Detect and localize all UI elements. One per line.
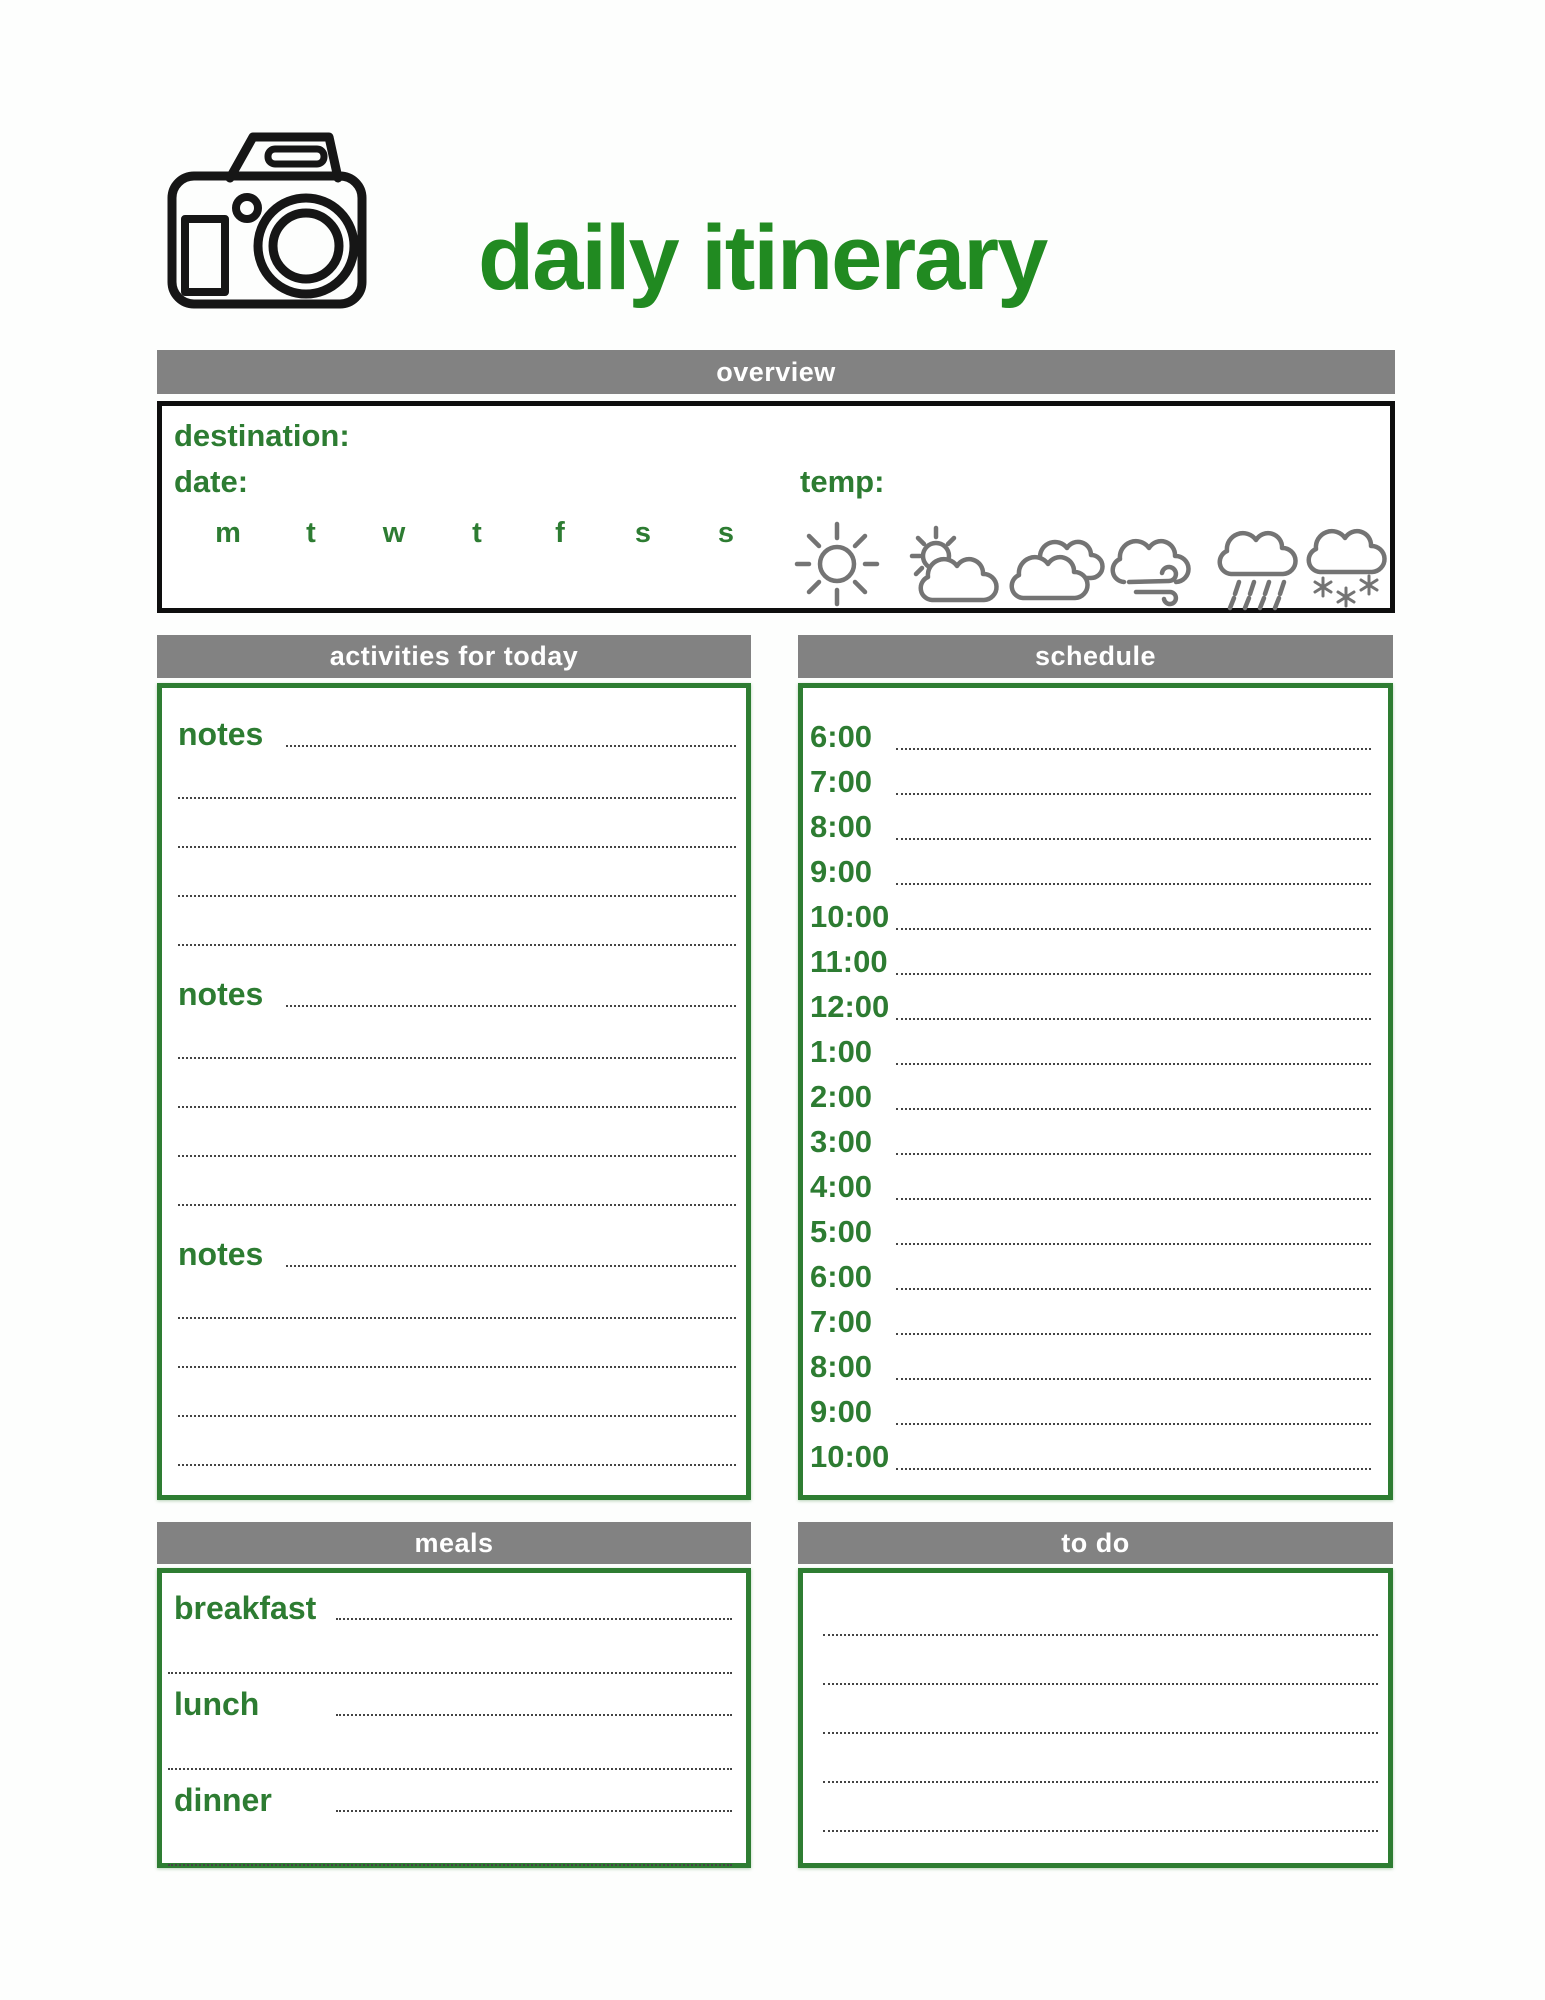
schedule-section-bar: [798, 635, 1393, 678]
writing-line: [168, 1624, 732, 1674]
schedule-row: [810, 1434, 1371, 1479]
schedule-row: [810, 1209, 1371, 1254]
day-friday: [540, 518, 580, 548]
day-letter: s: [717, 517, 735, 549]
overview-section-bar: [157, 350, 1395, 394]
schedule-section-label: schedule: [1034, 641, 1157, 671]
writing-line: [286, 1005, 736, 1007]
writing-line: [896, 883, 1371, 885]
writing-line: [178, 1010, 736, 1059]
day-saturday: [623, 518, 663, 548]
lunch-row: [168, 1674, 732, 1720]
time-label: 11:00: [810, 944, 888, 979]
time-label: 6:00: [810, 719, 873, 754]
time-label: 6:00: [810, 1259, 873, 1294]
writing-line: [823, 1587, 1378, 1636]
writing-line: [896, 1198, 1371, 1200]
writing-line: [896, 1243, 1371, 1245]
todo-section-bar: [798, 1522, 1393, 1564]
schedule-row: [810, 1254, 1371, 1299]
notes-section: [178, 970, 736, 1206]
writing-line: [178, 1108, 736, 1157]
notes-section: [178, 710, 736, 946]
breakfast-label: breakfast: [174, 1590, 317, 1626]
writing-line: [896, 1153, 1371, 1155]
writing-line: [896, 1108, 1371, 1110]
writing-line: [896, 973, 1371, 975]
day-letter: t: [472, 517, 482, 549]
date-label: date:: [174, 464, 249, 499]
time-label: 7:00: [810, 764, 873, 799]
writing-line: [896, 1468, 1371, 1470]
writing-line: [896, 793, 1371, 795]
notes-label: notes: [178, 1236, 264, 1272]
schedule-row: [810, 1344, 1371, 1389]
day-wednesday: [374, 518, 414, 548]
writing-line: [168, 1720, 732, 1770]
meals-panel: [157, 1568, 751, 1868]
schedule-row: [810, 1119, 1371, 1164]
schedule-row: [810, 714, 1371, 759]
writing-line: [178, 897, 736, 946]
time-label: 10:00: [810, 1439, 890, 1474]
writing-line: [823, 1783, 1378, 1832]
time-label: 12:00: [810, 989, 890, 1024]
time-label: 9:00: [810, 854, 873, 889]
time-label: 9:00: [810, 1394, 873, 1429]
day-letter: t: [306, 517, 316, 549]
day-sunday: [706, 518, 746, 548]
schedule-row: [810, 1299, 1371, 1344]
time-label: 7:00: [810, 1304, 873, 1339]
day-tuesday: [291, 518, 331, 548]
time-label: 8:00: [810, 809, 873, 844]
dinner-row: [168, 1770, 732, 1816]
day-monday: [208, 518, 248, 548]
writing-line: [178, 799, 736, 848]
notes-label: notes: [178, 976, 264, 1012]
day-letter: w: [382, 517, 406, 549]
writing-line: [178, 1270, 736, 1319]
todo-panel: [798, 1568, 1393, 1868]
writing-line: [896, 1063, 1371, 1065]
day-letter: f: [555, 517, 565, 549]
temp-label: temp:: [800, 464, 885, 499]
schedule-row: [810, 804, 1371, 849]
activities-section-label: activities for today: [329, 641, 579, 671]
lunch-label: lunch: [174, 1686, 260, 1722]
meals-section-label: meals: [414, 1527, 494, 1558]
writing-line: [896, 1288, 1371, 1290]
schedule-panel: [798, 683, 1393, 1500]
meals-section-bar: [157, 1522, 751, 1564]
writing-line: [286, 1265, 736, 1267]
partly-cloudy-icon: [900, 516, 1000, 612]
dinner-label: dinner: [174, 1782, 272, 1818]
schedule-row: [810, 894, 1371, 939]
windy-icon: [1100, 516, 1200, 612]
writing-line: [896, 748, 1371, 750]
schedule-row: [810, 849, 1371, 894]
time-label: 1:00: [810, 1034, 873, 1069]
writing-line: [336, 1714, 732, 1716]
schedule-row: [810, 984, 1371, 1029]
writing-line: [336, 1618, 732, 1620]
writing-line: [823, 1734, 1378, 1783]
time-label: 10:00: [810, 899, 890, 934]
day-thursday: [457, 518, 497, 548]
schedule-row: [810, 1074, 1371, 1119]
writing-line: [896, 1018, 1371, 1020]
writing-line: [823, 1685, 1378, 1734]
activities-panel: [157, 683, 751, 1500]
schedule-row: [810, 759, 1371, 804]
rainy-icon: [1207, 516, 1307, 612]
time-label: 5:00: [810, 1214, 873, 1249]
schedule-row: [810, 939, 1371, 984]
activities-section-bar: [157, 635, 751, 678]
time-label: 3:00: [810, 1124, 873, 1159]
writing-line: [178, 1368, 736, 1417]
notes-section: [178, 1230, 736, 1466]
notes-label-row: [178, 710, 736, 750]
overview-section-label: overview: [716, 356, 836, 387]
snowy-icon: [1296, 516, 1396, 612]
sunny-icon: [789, 516, 885, 612]
writing-line: [178, 1319, 736, 1368]
time-label: 8:00: [810, 1349, 873, 1384]
writing-line: [178, 1157, 736, 1206]
destination-label: destination:: [174, 418, 350, 453]
notes-label-row: [178, 1230, 736, 1270]
time-label: 2:00: [810, 1079, 873, 1114]
day-letter: s: [634, 517, 652, 549]
schedule-row: [810, 1389, 1371, 1434]
schedule-row: [810, 1164, 1371, 1209]
writing-line: [896, 1423, 1371, 1425]
schedule-row: [810, 1029, 1371, 1074]
notes-label: notes: [178, 716, 264, 752]
writing-line: [178, 1417, 736, 1466]
writing-line: [178, 750, 736, 799]
todo-section-label: to do: [1061, 1527, 1130, 1558]
writing-line: [896, 1378, 1371, 1380]
overview-panel: [157, 401, 1395, 613]
writing-line: [178, 848, 736, 897]
writing-line: [896, 928, 1371, 930]
writing-line: [896, 1333, 1371, 1335]
writing-line: [286, 745, 736, 747]
writing-line: [336, 1810, 732, 1812]
writing-line: [178, 1059, 736, 1108]
day-letter: m: [215, 517, 241, 549]
camera-icon: [160, 116, 375, 316]
writing-line: [168, 1816, 732, 1866]
page-title: daily itinerary: [478, 206, 1047, 309]
writing-line: [896, 838, 1371, 840]
time-label: 4:00: [810, 1169, 873, 1204]
notes-label-row: [178, 970, 736, 1010]
writing-line: [823, 1636, 1378, 1685]
cloudy-icon: [1005, 516, 1105, 612]
breakfast-row: [168, 1578, 732, 1624]
